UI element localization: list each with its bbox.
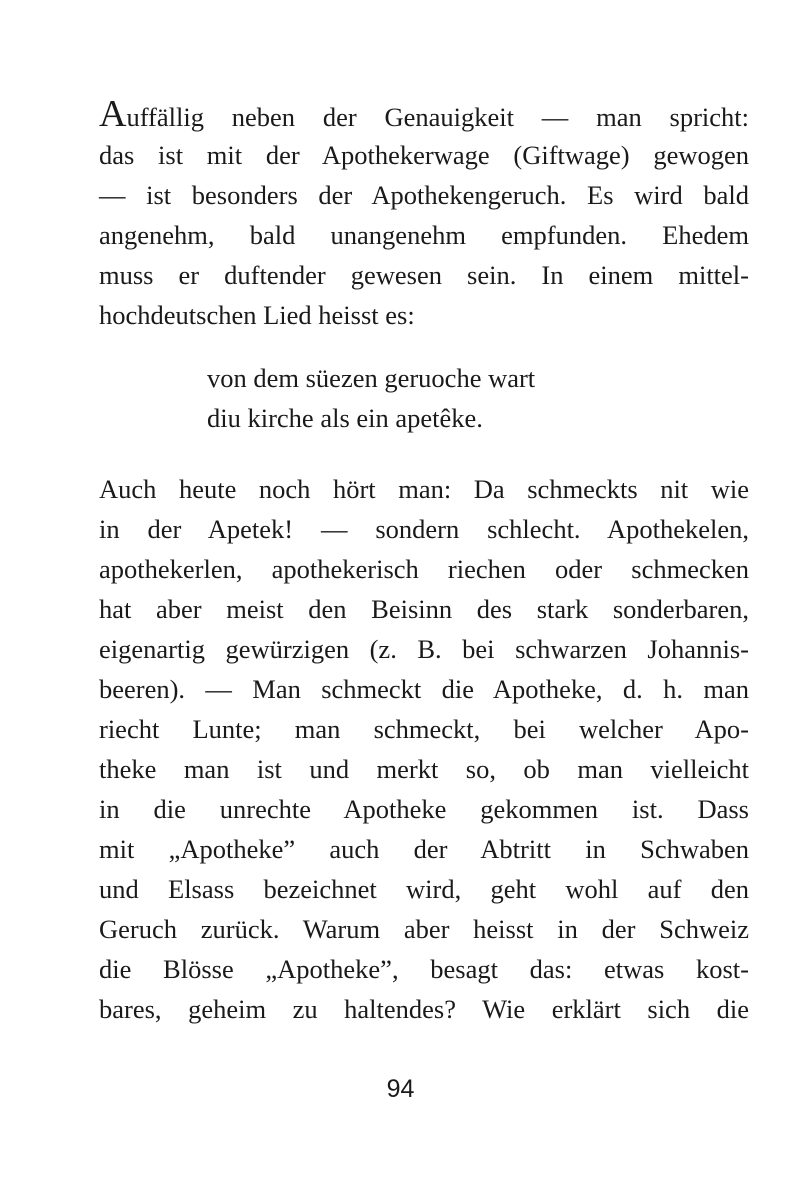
verse-quote (207, 358, 747, 438)
text-line: Geruch zurück. Warum aber heisst in der Schweiz (99, 914, 749, 944)
text-line: Auch heute noch hört man: Da schmeckts nit wie (99, 474, 749, 504)
text-line: das ist mit der Apothekerwage (Giftwage) gewogen (99, 140, 749, 170)
text-line: und Elsass bezeichnet wird, geht wohl auf den (99, 874, 749, 904)
text-line: apothekerlen, apothekerisch riechen oder schmecken (99, 554, 749, 584)
text-line: muss er duftender gewesen sein. In einem mittel- (99, 260, 749, 290)
text-line: bares, geheim zu haltendes? Wie erklärt sich die (99, 994, 749, 1024)
text-line: Auffällig neben der Genauigkeit — man spricht: (99, 93, 749, 135)
page-number: 94 (386, 1075, 415, 1103)
text-line: hochdeutschen Lied heisst es: (99, 300, 415, 330)
text-line: angenehm, bald unangenehm empfunden. Ehedem (99, 220, 749, 250)
text-line: in der Apetek! — sondern schlecht. Apothekelen, (99, 514, 749, 544)
text-line: riecht Lunte; man schmeckt, bei welcher Apo- (99, 714, 749, 744)
drop-cap: A (99, 93, 127, 135)
text-line: mit „Apotheke” auch der Abtritt in Schwaben (99, 834, 749, 864)
text-line: beeren). — Man schmeckt die Apotheke, d. h. man (99, 674, 749, 704)
paragraph-2 (99, 469, 749, 1029)
text-line: eigenartig gewürzigen (z. B. bei schwarzen Johannis- (99, 634, 749, 664)
verse-line: diu kirche als ein apetêke. (207, 403, 483, 433)
text-line: hat aber meist den Beisinn des stark sonderbaren, (99, 594, 749, 624)
text-line: in die unrechte Apotheke gekommen ist. Dass (99, 794, 749, 824)
text-line: theke man ist und merkt so, ob man vielleicht (99, 754, 749, 784)
text-line: — ist besonders der Apothekengeruch. Es wird bald (99, 180, 749, 210)
verse-line: von dem süezen geruoche wart (207, 363, 536, 393)
paragraph-1 (99, 95, 749, 335)
text-line: die Blösse „Apotheke”, besagt das: etwas kost- (99, 954, 749, 984)
